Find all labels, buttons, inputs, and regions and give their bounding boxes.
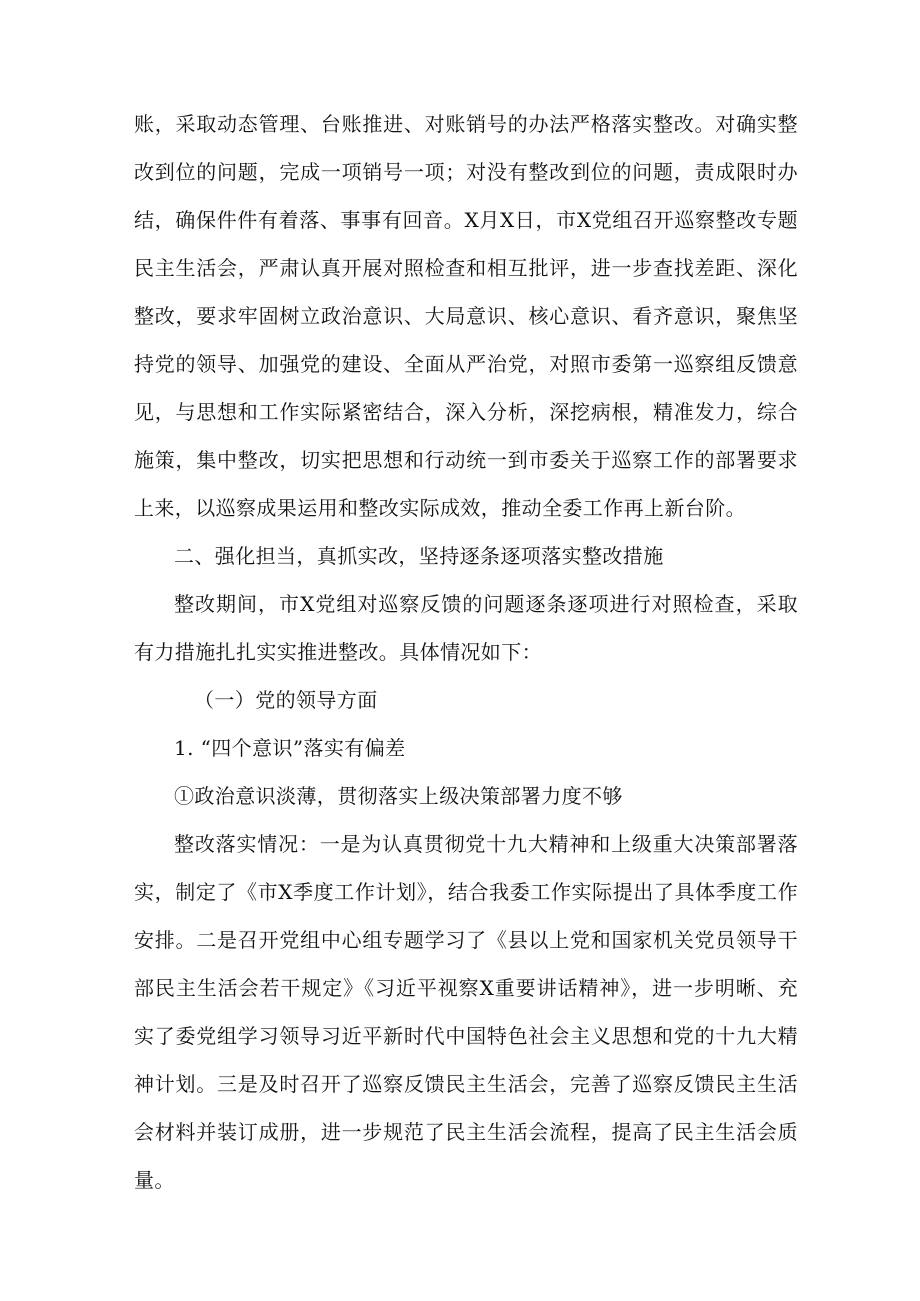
item-heading-four-consciousness: 1. “四个意识”落实有偏差: [174, 736, 406, 760]
item-subheading-political-awareness: ①政治意识淡薄，贯彻落实上级决策部署力度不够: [174, 784, 623, 808]
paragraph-continuation: 账，采取动态管理、台账推进、对账销号的办法严格落实整改。对确实整改到位的问题，完成一项销号一项；对没有整改到位的问题，责成限时办结，确保件件有着落、事事有回音。X月X日，市X党组召开巡察整改专题民主生活会，严肃认真开展对照检查和相互批评，进一步查找差距、深化整改，要求牢固树立政治意识、大局意识、核心意识、看齐意识，聚焦坚持党的领导、加强党的建设、全面从严治党，对照市委第一巡察组反馈意见，与思想和工作实际紧密结合，深入分析，深挖病根，精准发力，综合施策，集中整改，切实把思想和行动统一到市委关于巡察工作的部署要求上来，以巡察成果运用和整改实际成效，推动全委工作再上新台阶。: [134, 112, 798, 520]
paragraph-rectification-overview: 整改期间，市X党组对巡察反馈的问题逐条逐项进行对照检查，采取有力措施扎扎实实推进整改。具体情况如下：: [134, 592, 798, 664]
document-body: [134, 100, 798, 1204]
subsection-heading-party-leadership: （一）党的领导方面: [194, 688, 378, 712]
section-heading-two: 二、强化担当，真抓实改，坚持逐条逐项落实整改措施: [174, 544, 664, 568]
paragraph-rectification-status: 整改落实情况：一是为认真贯彻党十九大精神和上级重大决策部署落实，制定了《市X季度工作计划》，结合我委工作实际提出了具体季度工作安排。二是召开党组中心组专题学习了《县以上党和国家机关党员领导干部民主生活会若干规定》《习近平视察X重要讲话精神》，进一步明晰、充实了委党组学习领导习近平新时代中国特色社会主义思想和党的十九大精神计划。三是及时召开了巡察反馈民主生活会，完善了巡察反馈民主生活会材料并装订成册，进一步规范了民主生活会流程，提高了民主生活会质量。: [134, 832, 798, 1192]
